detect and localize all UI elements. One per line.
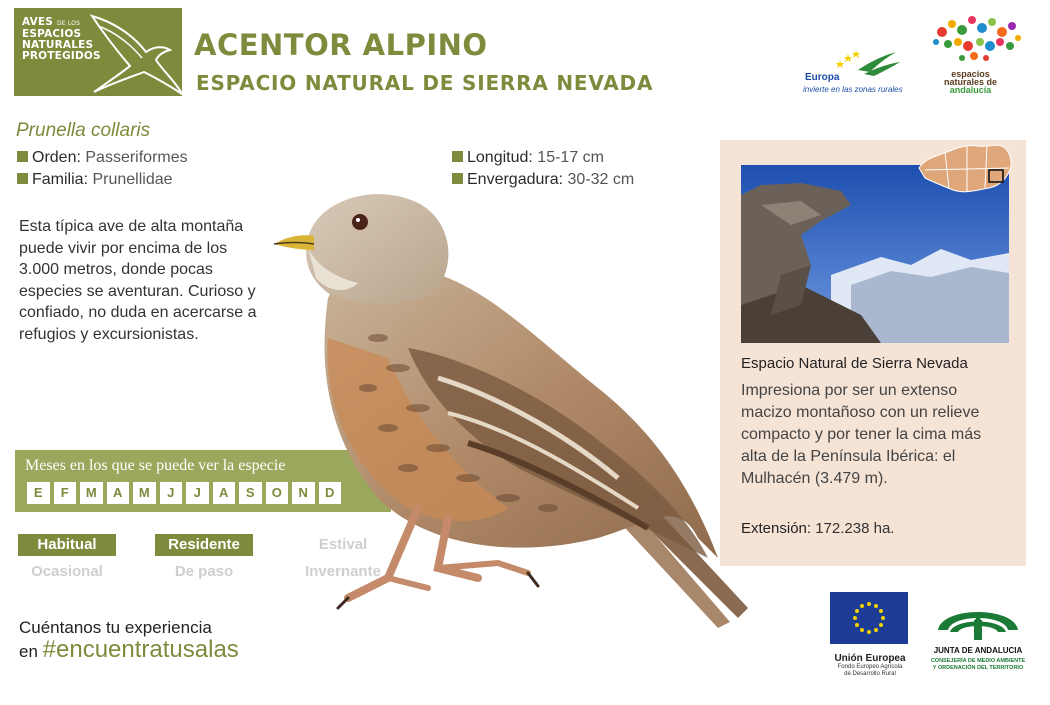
status-ocasional: Ocasional — [31, 563, 103, 580]
status-residente: Residente — [155, 534, 253, 556]
square-bullet-icon — [17, 151, 28, 162]
panel-description: Impresiona por ser un extenso macizo montañoso con un relieve compacto y por tener la cima más alta de la Península Ibérica: el Mulhacén (3.479 m). — [741, 382, 982, 487]
eu-logo — [830, 592, 910, 682]
month-letter: O — [266, 482, 289, 504]
panel-extension: Extensión: 172.238 ha. — [741, 520, 895, 537]
fact-envergadura: Envergadura: 30-32 cm — [452, 171, 634, 193]
espacios-naturales-logo — [922, 12, 1030, 98]
month-letter: N — [292, 482, 315, 504]
square-bullet-icon — [17, 173, 28, 184]
facts-left — [17, 149, 188, 193]
month-letter: M — [80, 482, 103, 504]
species-description: Esta típica ave de alta montaña puede vivir por encima de los 3.000 metros, donde pocas especies se aventuran. Curioso y confiado, no duda en acercarse a refugios y excursionistas. — [19, 218, 257, 343]
europa-label: Europa — [805, 72, 840, 83]
month-letter: J — [160, 482, 183, 504]
europa-logo — [800, 50, 910, 98]
page-subtitle: ESPACIO NATURAL DE SIERRA NEVADA — [196, 71, 654, 95]
fact-familia: Familia: Prunellidae — [17, 171, 188, 193]
month-letter: S — [239, 482, 262, 504]
eu-sublabel: Fondo Europeo Agrícola de Desarrollo Rural — [837, 664, 903, 677]
europa-tagline: invierte en las zonas rurales — [803, 85, 903, 94]
cta-prefix: en — [19, 642, 38, 661]
junta-label: JUNTA DE ANDALUCIA — [933, 646, 1023, 655]
bird-silhouette-icon — [84, 12, 184, 96]
month-letter: A — [107, 482, 130, 504]
cta-text — [19, 617, 239, 663]
square-bullet-icon — [452, 151, 463, 162]
hashtag-link[interactable]: #encuentratusalas — [42, 636, 239, 663]
status-de-paso: De paso — [174, 563, 234, 580]
status-habitual: Habitual — [18, 534, 116, 556]
status-invernante: Invernante — [305, 563, 381, 580]
junta-sublabel: CONSEJERÍA DE MEDIO AMBIENTE Y ORDENACIÓN DEL TERRITORIO — [930, 658, 1026, 671]
month-letter: M — [133, 482, 156, 504]
month-letter: J — [186, 482, 209, 504]
aves-logo-text: AVES DE LOS ESPACIOS NATURALES PROTEGIDOS — [22, 16, 101, 62]
panel-title: Espacio Natural de Sierra Nevada — [741, 355, 968, 372]
month-letter: E — [27, 482, 50, 504]
andalucia-map-icon — [915, 138, 1015, 198]
colorful-nature-icon — [922, 12, 1030, 68]
status-estival: Estival — [318, 536, 368, 553]
fact-longitud: Longitud: 15-17 cm — [452, 149, 634, 171]
page-title: ACENTOR ALPINO — [194, 28, 488, 62]
eu-flag-icon — [830, 592, 908, 644]
alpine-accentor-illustration — [268, 178, 768, 648]
cta-line: Cuéntanos tu experiencia — [19, 618, 212, 637]
months-title: Meses en los que se puede ver la especie — [25, 457, 286, 474]
fact-orden: Orden: Passeriformes — [17, 149, 188, 171]
junta-andalucia-logo — [928, 590, 1028, 680]
month-letter: A — [213, 482, 236, 504]
espacios-naturales-text: espacios naturales de andalucía — [944, 69, 998, 95]
info-panel — [720, 140, 1026, 566]
eu-label: Unión Europea — [834, 653, 906, 664]
junta-emblem-icon — [928, 590, 1028, 646]
month-letter: F — [54, 482, 77, 504]
aves-logo — [14, 8, 182, 96]
month-letter: D — [319, 482, 342, 504]
scientific-name: Prunella collaris — [16, 120, 151, 141]
